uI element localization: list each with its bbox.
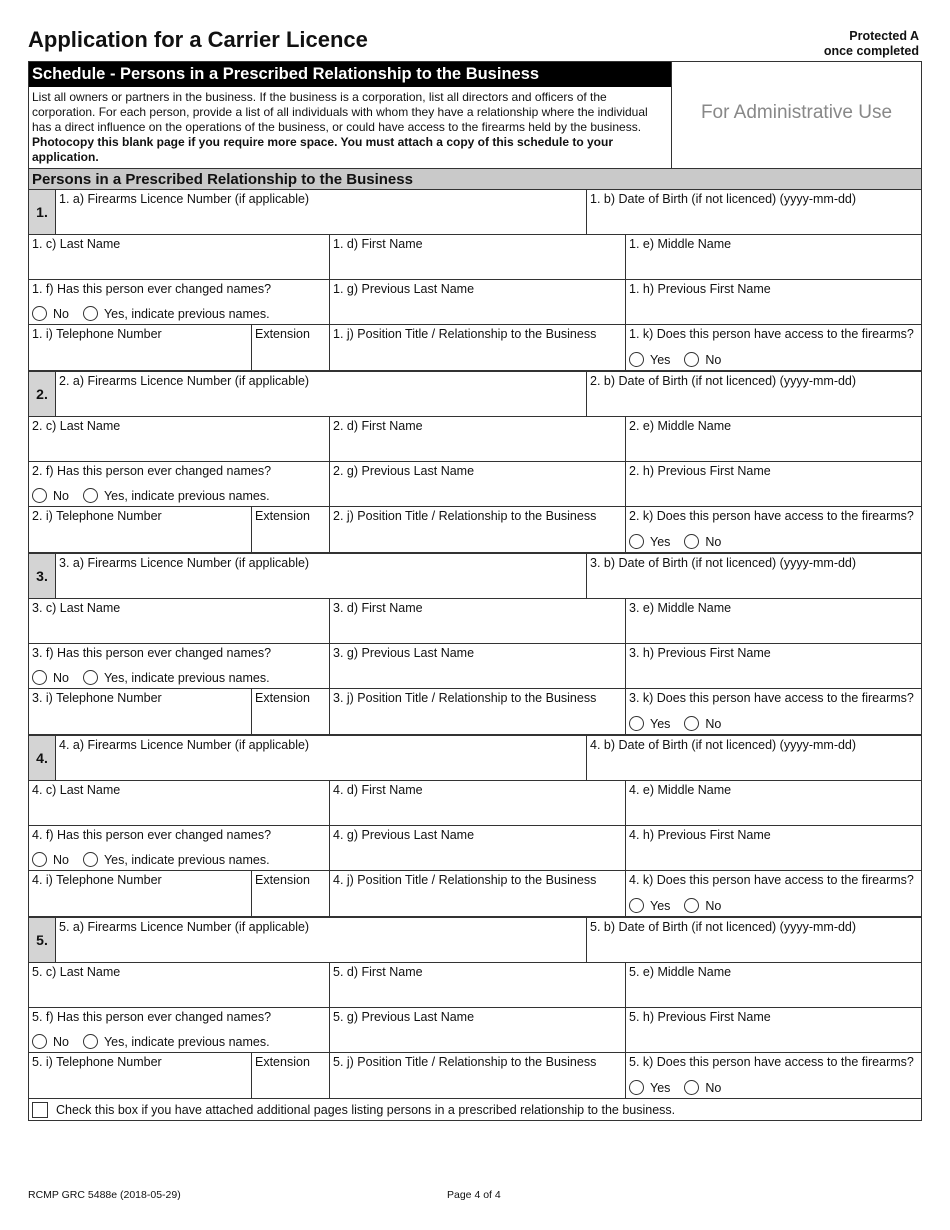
licence-number-label: 1. a) Firearms Licence Number (if applicable)	[59, 192, 310, 206]
firearms-access-no-radio[interactable]	[684, 716, 699, 731]
date-of-birth-label: 1. b) Date of Birth (if not licenced) (yyyy-mm-dd)	[590, 192, 857, 206]
first-name-field[interactable]	[330, 599, 626, 643]
first-name-label: 3. d) First Name	[333, 601, 423, 615]
last-name-field[interactable]	[29, 235, 330, 279]
firearms-access-field	[626, 689, 921, 734]
changed-names-no-label: No	[53, 488, 69, 503]
position-title-label: 3. j) Position Title / Relationship to the Business	[333, 691, 597, 705]
firearms-access-yes-radio[interactable]	[629, 1080, 644, 1095]
person-row-names	[29, 599, 921, 644]
middle-name-label: 1. e) Middle Name	[629, 237, 732, 251]
person-block	[29, 190, 921, 372]
licence-number-label: 2. a) Firearms Licence Number (if applicable)	[59, 374, 310, 388]
person-row-licence	[29, 190, 921, 235]
previous-last-name-field[interactable]	[330, 280, 626, 324]
date-of-birth-field[interactable]	[587, 372, 921, 416]
changed-names-yes-radio[interactable]	[83, 306, 98, 321]
telephone-label: 1. i) Telephone Number	[32, 327, 162, 341]
first-name-field[interactable]	[330, 963, 626, 1007]
person-number: 5.	[29, 918, 56, 962]
extension-label: Extension	[255, 509, 310, 523]
extension-field[interactable]	[252, 325, 330, 370]
previous-last-name-label: 1. g) Previous Last Name	[333, 282, 475, 296]
licence-number-field[interactable]	[56, 554, 587, 598]
last-name-field[interactable]	[29, 781, 330, 825]
position-title-field[interactable]	[330, 689, 626, 734]
page-number: Page 4 of 4	[447, 1189, 501, 1201]
date-of-birth-field[interactable]	[587, 736, 921, 780]
instructions-bold-text: Photocopy this blank page if you require more space. You must attach a copy of this schedule to your application.	[32, 135, 614, 164]
first-name-field[interactable]	[330, 417, 626, 461]
person-row-contact	[29, 507, 921, 552]
person-number: 4.	[29, 736, 56, 780]
extension-label: Extension	[255, 873, 310, 887]
position-title-field[interactable]	[330, 325, 626, 370]
person-row-previous-names	[29, 826, 921, 871]
person-block	[29, 918, 921, 1099]
position-title-label: 1. j) Position Title / Relationship to the Business	[333, 327, 597, 341]
schedule-heading: Schedule - Persons in a Prescribed Relationship to the Business	[29, 62, 671, 87]
firearms-access-no-radio[interactable]	[684, 1080, 699, 1095]
middle-name-field[interactable]	[626, 417, 921, 461]
firearms-access-yes-radio[interactable]	[629, 716, 644, 731]
firearms-access-yes-label: Yes	[650, 898, 671, 913]
telephone-label: 3. i) Telephone Number	[32, 691, 162, 705]
previous-first-name-field[interactable]	[626, 280, 921, 324]
date-of-birth-label: 4. b) Date of Birth (if not licenced) (yyyy-mm-dd)	[590, 738, 857, 752]
first-name-field[interactable]	[330, 235, 626, 279]
changed-names-yes-radio[interactable]	[83, 488, 98, 503]
persons-list	[29, 190, 921, 1099]
section-heading: Persons in a Prescribed Relationship to the Business	[29, 169, 921, 190]
firearms-access-yes-label: Yes	[650, 1080, 671, 1095]
middle-name-label: 3. e) Middle Name	[629, 601, 732, 615]
person-number: 3.	[29, 554, 56, 598]
licence-number-field[interactable]	[56, 372, 587, 416]
firearms-access-label: 5. k) Does this person have access to the firearms?	[629, 1055, 914, 1069]
firearms-access-label: 4. k) Does this person have access to the firearms?	[629, 873, 914, 887]
schedule-instructions	[29, 87, 671, 165]
first-name-label: 5. d) First Name	[333, 965, 423, 979]
firearms-access-radio-group	[629, 1080, 735, 1095]
extension-label: Extension	[255, 1055, 310, 1069]
changed-names-yes-label: Yes, indicate previous names.	[103, 670, 270, 685]
first-name-label: 4. d) First Name	[333, 783, 423, 797]
person-block	[29, 372, 921, 554]
changed-names-field	[29, 1008, 330, 1052]
changed-names-no-radio[interactable]	[32, 488, 47, 503]
previous-first-name-label: 1. h) Previous First Name	[629, 282, 771, 296]
person-number: 1.	[29, 190, 56, 234]
previous-last-name-label: 2. g) Previous Last Name	[333, 464, 475, 478]
firearms-access-no-label: No	[705, 352, 722, 367]
extension-field[interactable]	[252, 689, 330, 734]
changed-names-no-label: No	[53, 670, 69, 685]
date-of-birth-label: 5. b) Date of Birth (if not licenced) (yyyy-mm-dd)	[590, 920, 857, 934]
firearms-access-yes-label: Yes	[650, 716, 671, 731]
changed-names-radio-group	[32, 488, 284, 503]
firearms-access-no-label: No	[705, 534, 722, 549]
person-row-licence	[29, 736, 921, 781]
telephone-label: 5. i) Telephone Number	[32, 1055, 162, 1069]
firearms-access-no-radio[interactable]	[684, 534, 699, 549]
previous-last-name-field[interactable]	[330, 1008, 626, 1052]
licence-number-label: 4. a) Firearms Licence Number (if applicable)	[59, 738, 310, 752]
instructions-text: List all owners or partners in the business. If the business is a corporation, list all directors and officers of the corporation. For each person, provide a list of all individuals with whom they have a relationship where the individual has a direct influence on the operations of the business, or could have access to the firearms held by the business.	[32, 90, 648, 134]
extension-field[interactable]	[252, 871, 330, 916]
telephone-field[interactable]	[29, 689, 252, 734]
firearms-access-field	[626, 871, 921, 916]
position-title-label: 4. j) Position Title / Relationship to the Business	[333, 873, 597, 887]
previous-first-name-field[interactable]	[626, 644, 921, 688]
date-of-birth-field[interactable]	[587, 554, 921, 598]
changed-names-yes-radio[interactable]	[83, 1034, 98, 1049]
changed-names-radio-group	[32, 306, 284, 321]
telephone-field[interactable]	[29, 325, 252, 370]
licence-number-label: 5. a) Firearms Licence Number (if applicable)	[59, 920, 310, 934]
administrative-use-box: For Administrative Use	[700, 102, 893, 123]
changed-names-yes-label: Yes, indicate previous names.	[103, 488, 270, 503]
first-name-label: 2. d) First Name	[333, 419, 423, 433]
previous-last-name-field[interactable]	[330, 462, 626, 506]
middle-name-field[interactable]	[626, 781, 921, 825]
person-row-licence	[29, 554, 921, 599]
licence-number-field[interactable]	[56, 918, 587, 962]
position-title-field[interactable]	[330, 507, 626, 552]
firearms-access-no-radio[interactable]	[684, 352, 699, 367]
form-title: Application for a Carrier Licence	[28, 27, 368, 52]
last-name-label: 1. c) Last Name	[32, 237, 121, 251]
person-block	[29, 736, 921, 918]
last-name-field[interactable]	[29, 599, 330, 643]
schedule-header-left	[29, 62, 672, 168]
previous-last-name-label: 3. g) Previous Last Name	[333, 646, 475, 660]
position-title-label: 2. j) Position Title / Relationship to the Business	[333, 509, 597, 523]
changed-names-label: 4. f) Has this person ever changed names?	[32, 828, 272, 842]
middle-name-label: 4. e) Middle Name	[629, 783, 732, 797]
firearms-access-radio-group	[629, 716, 735, 731]
changed-names-no-radio[interactable]	[32, 852, 47, 867]
firearms-access-yes-radio[interactable]	[629, 352, 644, 367]
extension-field[interactable]	[252, 507, 330, 552]
firearms-access-label: 2. k) Does this person have access to the firearms?	[629, 509, 914, 523]
changed-names-yes-label: Yes, indicate previous names.	[103, 1034, 270, 1049]
changed-names-no-radio[interactable]	[32, 670, 47, 685]
previous-first-name-field[interactable]	[626, 1008, 921, 1052]
firearms-access-field	[626, 507, 921, 552]
last-name-field[interactable]	[29, 963, 330, 1007]
person-row-contact	[29, 1053, 921, 1098]
firearms-access-no-label: No	[705, 1080, 722, 1095]
telephone-field[interactable]	[29, 1053, 252, 1098]
firearms-access-no-label: No	[705, 898, 722, 913]
attach-pages-row	[29, 1099, 921, 1120]
previous-first-name-label: 3. h) Previous First Name	[629, 646, 771, 660]
person-row-contact	[29, 871, 921, 916]
firearms-access-radio-group	[629, 352, 735, 367]
position-title-field[interactable]	[330, 871, 626, 916]
firearms-access-yes-radio[interactable]	[629, 534, 644, 549]
middle-name-label: 5. e) Middle Name	[629, 965, 732, 979]
telephone-label: 4. i) Telephone Number	[32, 873, 162, 887]
firearms-access-yes-label: Yes	[650, 534, 671, 549]
person-block	[29, 554, 921, 736]
previous-last-name-label: 5. g) Previous Last Name	[333, 1010, 475, 1024]
middle-name-label: 2. e) Middle Name	[629, 419, 732, 433]
date-of-birth-label: 2. b) Date of Birth (if not licenced) (yyyy-mm-dd)	[590, 374, 857, 388]
extension-label: Extension	[255, 691, 310, 705]
extension-field[interactable]	[252, 1053, 330, 1098]
person-row-previous-names	[29, 280, 921, 325]
person-row-contact	[29, 325, 921, 370]
last-name-label: 5. c) Last Name	[32, 965, 121, 979]
last-name-field[interactable]	[29, 417, 330, 461]
person-row-previous-names	[29, 1008, 921, 1053]
changed-names-yes-label: Yes, indicate previous names.	[103, 852, 270, 867]
changed-names-no-label: No	[53, 852, 69, 867]
licence-number-label: 3. a) Firearms Licence Number (if applicable)	[59, 556, 310, 570]
protected-notice	[824, 29, 919, 59]
changed-names-label: 5. f) Has this person ever changed names?	[32, 1010, 272, 1024]
changed-names-field	[29, 826, 330, 870]
firearms-access-label: 3. k) Does this person have access to the firearms?	[629, 691, 914, 705]
last-name-label: 3. c) Last Name	[32, 601, 121, 615]
attach-pages-checkbox[interactable]	[32, 1102, 48, 1118]
middle-name-field[interactable]	[626, 963, 921, 1007]
changed-names-yes-radio[interactable]	[83, 670, 98, 685]
firearms-access-field	[626, 1053, 921, 1098]
telephone-field[interactable]	[29, 871, 252, 916]
changed-names-field	[29, 462, 330, 506]
changed-names-label: 3. f) Has this person ever changed names?	[32, 646, 272, 660]
changed-names-yes-radio[interactable]	[83, 852, 98, 867]
date-of-birth-field[interactable]	[587, 918, 921, 962]
changed-names-no-label: No	[53, 1034, 69, 1049]
first-name-label: 1. d) First Name	[333, 237, 423, 251]
firearms-access-radio-group	[629, 534, 735, 549]
changed-names-field	[29, 280, 330, 324]
form-id: RCMP GRC 5488e (2018-05-29)	[28, 1189, 181, 1201]
changed-names-radio-group	[32, 852, 284, 867]
attach-pages-label: Check this box if you have attached additional pages listing persons in a prescribed relationship to the business.	[56, 1102, 676, 1117]
person-row-names	[29, 417, 921, 462]
previous-first-name-label: 2. h) Previous First Name	[629, 464, 771, 478]
person-row-contact	[29, 689, 921, 734]
firearms-access-no-radio[interactable]	[684, 898, 699, 913]
previous-last-name-field[interactable]	[330, 644, 626, 688]
changed-names-no-label: No	[53, 306, 69, 321]
changed-names-no-radio[interactable]	[32, 306, 47, 321]
changed-names-radio-group	[32, 1034, 284, 1049]
person-row-licence	[29, 918, 921, 963]
extension-label: Extension	[255, 327, 310, 341]
protected-line-2: once completed	[823, 44, 919, 58]
person-row-names	[29, 963, 921, 1008]
last-name-label: 2. c) Last Name	[32, 419, 121, 433]
firearms-access-field	[626, 325, 921, 370]
position-title-field[interactable]	[330, 1053, 626, 1098]
licence-number-field[interactable]	[56, 736, 587, 780]
first-name-field[interactable]	[330, 781, 626, 825]
previous-first-name-label: 5. h) Previous First Name	[629, 1010, 771, 1024]
changed-names-field	[29, 644, 330, 688]
middle-name-field[interactable]	[626, 599, 921, 643]
person-row-previous-names	[29, 644, 921, 689]
changed-names-no-radio[interactable]	[32, 1034, 47, 1049]
date-of-birth-field[interactable]	[587, 190, 921, 234]
licence-number-field[interactable]	[56, 190, 587, 234]
changed-names-label: 2. f) Has this person ever changed names?	[32, 464, 272, 478]
changed-names-label: 1. f) Has this person ever changed names?	[32, 282, 272, 296]
previous-last-name-label: 4. g) Previous Last Name	[333, 828, 475, 842]
protected-line-1: Protected A	[849, 29, 919, 43]
person-row-licence	[29, 372, 921, 417]
changed-names-yes-label: Yes, indicate previous names.	[103, 306, 270, 321]
person-number: 2.	[29, 372, 56, 416]
person-row-previous-names	[29, 462, 921, 507]
firearms-access-yes-radio[interactable]	[629, 898, 644, 913]
firearms-access-radio-group	[629, 898, 735, 913]
previous-first-name-label: 4. h) Previous First Name	[629, 828, 771, 842]
previous-last-name-field[interactable]	[330, 826, 626, 870]
person-row-names	[29, 781, 921, 826]
firearms-access-yes-label: Yes	[650, 352, 671, 367]
firearms-access-label: 1. k) Does this person have access to the firearms?	[629, 327, 914, 341]
middle-name-field[interactable]	[626, 235, 921, 279]
firearms-access-no-label: No	[705, 716, 722, 731]
schedule-header	[29, 62, 921, 169]
person-row-names	[29, 235, 921, 280]
schedule-form	[28, 61, 922, 1121]
changed-names-radio-group	[32, 670, 284, 685]
last-name-label: 4. c) Last Name	[32, 783, 121, 797]
date-of-birth-label: 3. b) Date of Birth (if not licenced) (yyyy-mm-dd)	[590, 556, 857, 570]
telephone-label: 2. i) Telephone Number	[32, 509, 162, 523]
telephone-field[interactable]	[29, 507, 252, 552]
previous-first-name-field[interactable]	[626, 826, 921, 870]
position-title-label: 5. j) Position Title / Relationship to the Business	[333, 1055, 597, 1069]
previous-first-name-field[interactable]	[626, 462, 921, 506]
